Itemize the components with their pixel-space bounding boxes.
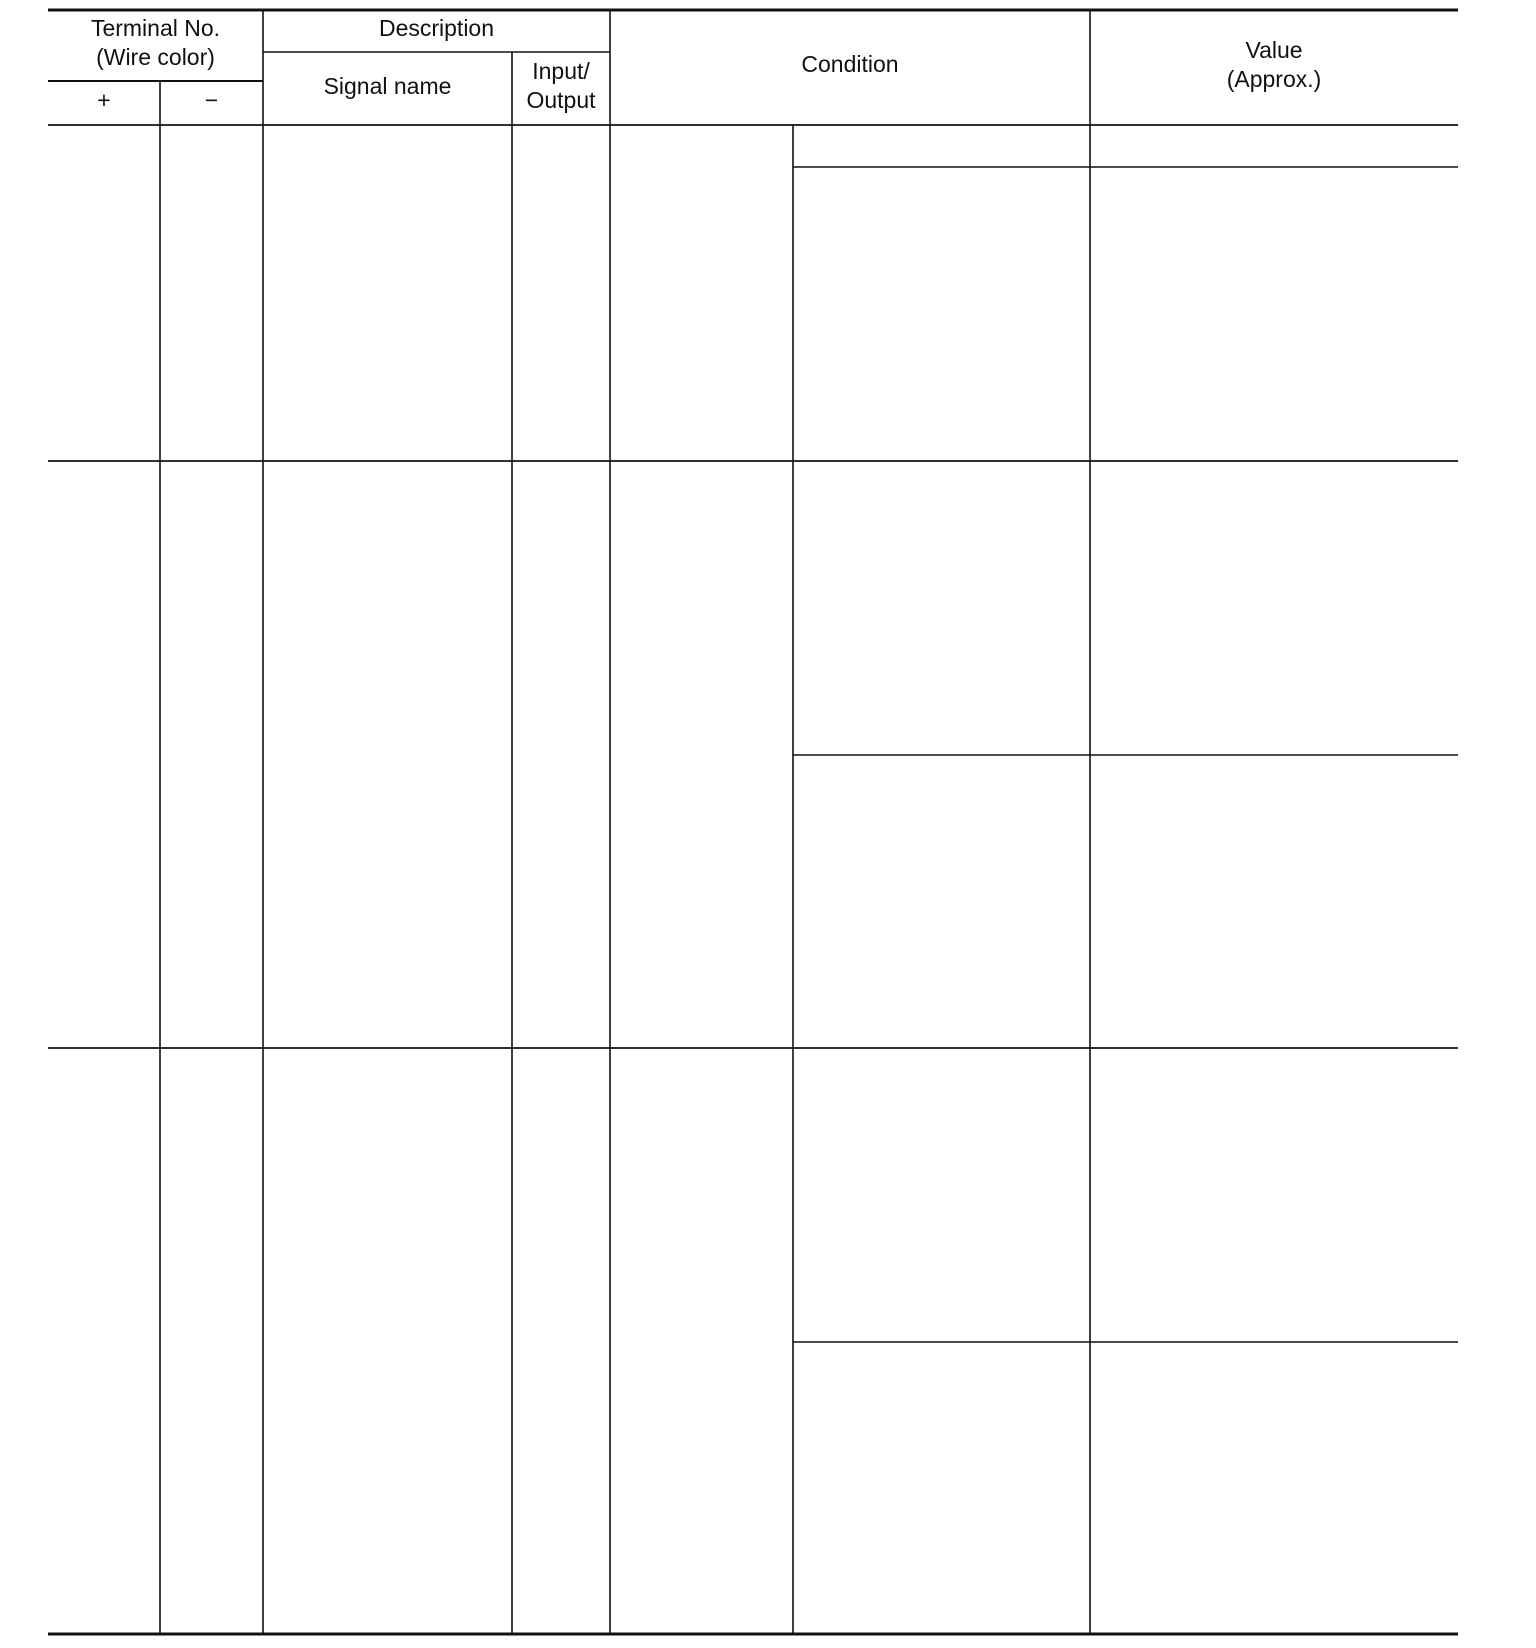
header-input-output: Output [526, 87, 596, 113]
header-wire-color: (Wire color) [96, 44, 215, 70]
header-plus: + [97, 87, 111, 113]
header-minus: − [204, 87, 219, 113]
header-condition: Condition [801, 51, 899, 77]
header-value-approx: (Approx.) [1226, 66, 1322, 92]
header-input-output: Input/ [532, 58, 590, 84]
header-description: Description [378, 15, 495, 41]
header-signal-name: Signal name [323, 73, 452, 99]
header-terminal-no: Terminal No. [90, 15, 221, 41]
header-value: Value [1245, 37, 1303, 63]
